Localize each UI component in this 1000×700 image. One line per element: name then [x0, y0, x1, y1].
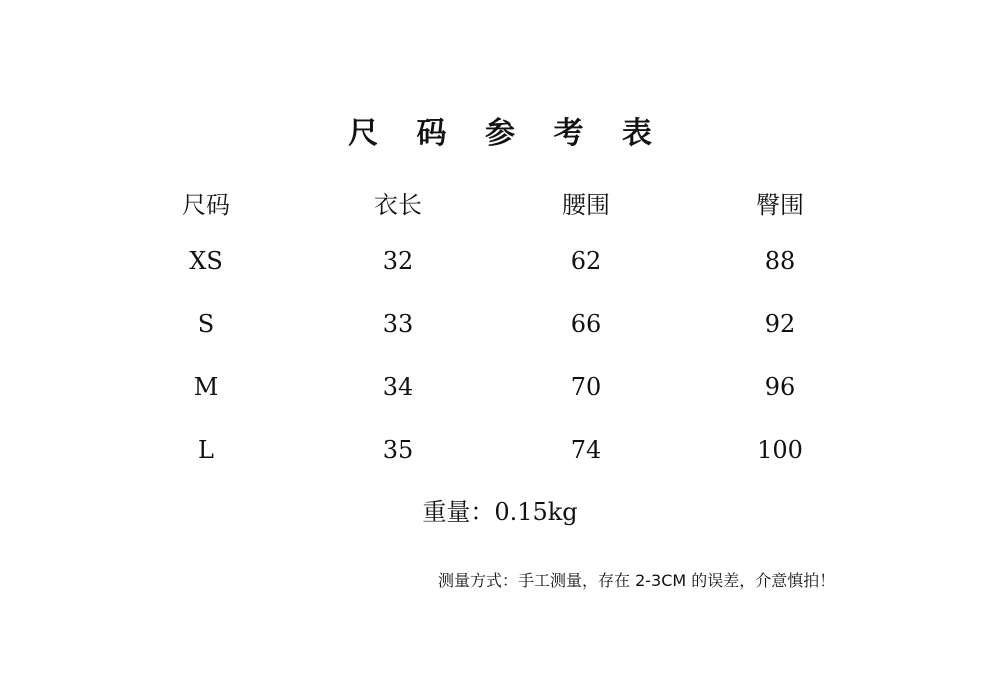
cell-hip: 96: [764, 373, 796, 401]
cell-waist: 62: [570, 247, 602, 275]
cell-size: L: [198, 436, 214, 464]
weight-label: 重量：: [422, 498, 495, 526]
cell-size: S: [197, 310, 215, 338]
cell-hip: 100: [757, 436, 803, 464]
cell-length: 35: [382, 436, 414, 464]
weight-value: 0.15kg: [494, 498, 578, 526]
page-title: 尺 码 参 考 表: [348, 116, 666, 151]
cell-hip: 88: [764, 247, 796, 275]
cell-waist: 74: [570, 436, 602, 464]
header-hip: 臀围: [756, 191, 804, 219]
cell-size: M: [193, 373, 219, 401]
header-waist: 腰围: [562, 191, 610, 219]
cell-length: 34: [382, 373, 414, 401]
cell-length: 32: [382, 247, 414, 275]
cell-waist: 66: [570, 310, 602, 338]
weight-line: [0, 497, 1000, 527]
header-size: 尺码: [182, 191, 230, 219]
measurement-note: 测量方式：手工测量，存在 2-3CM 的误差，介意慎拍！: [438, 571, 836, 590]
cell-hip: 92: [764, 310, 796, 338]
cell-waist: 70: [570, 373, 602, 401]
cell-size: XS: [189, 247, 223, 275]
header-length: 衣长: [374, 191, 422, 219]
cell-length: 33: [382, 310, 414, 338]
